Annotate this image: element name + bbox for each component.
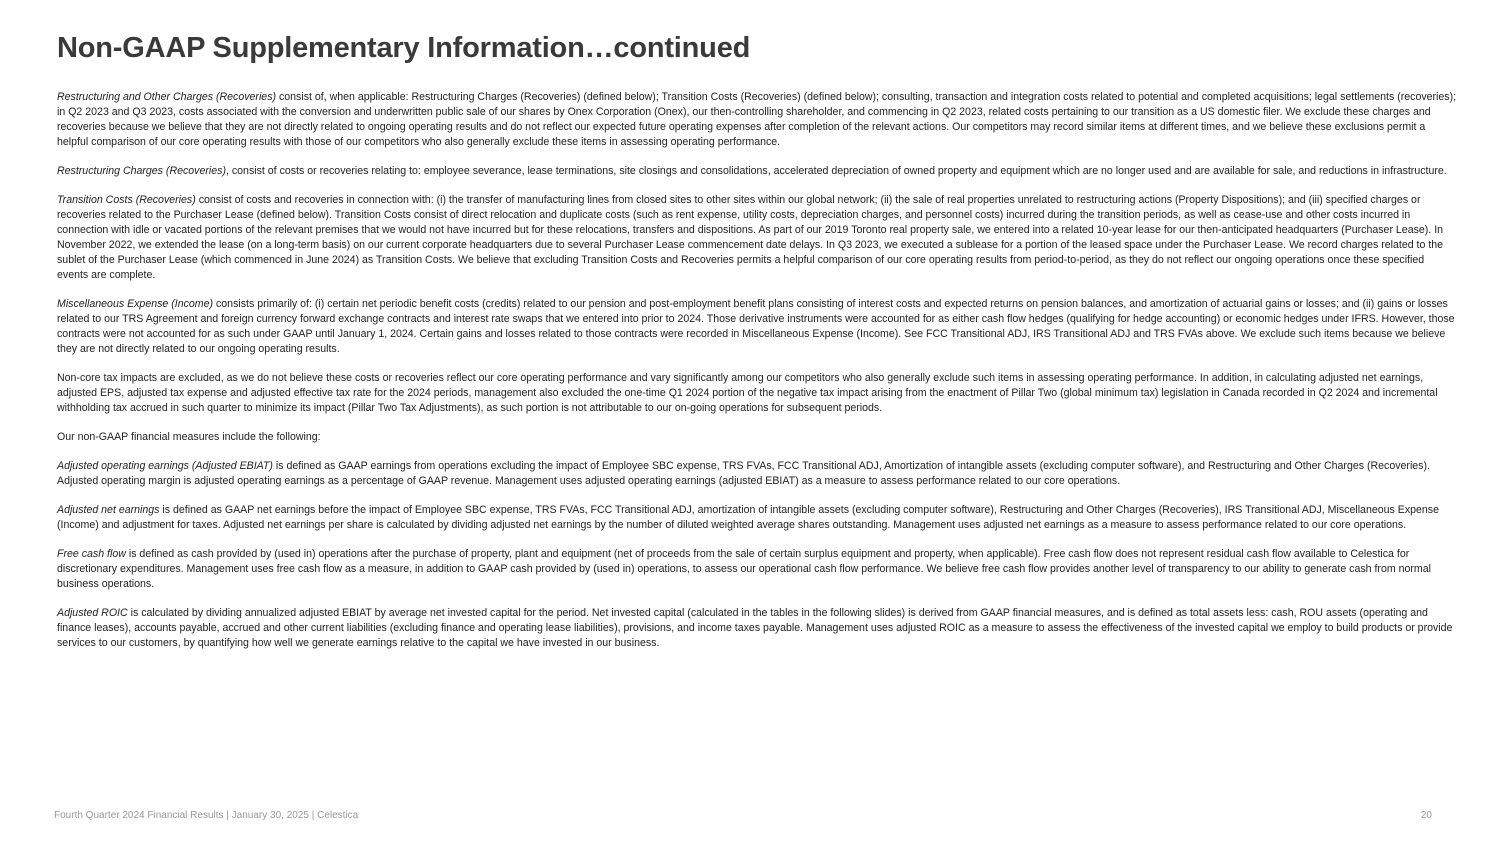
paragraph-restructuring-and-other-charges [57, 90, 1457, 150]
term-label: Restructuring and Other Charges (Recoveries) [57, 91, 277, 103]
paragraph-adjusted-net-earnings [57, 503, 1457, 533]
paragraph-non-core-tax-impacts [57, 371, 1457, 416]
definition-text: Our non-GAAP financial measures include the following: [57, 431, 321, 443]
paragraph-restructuring-charges [57, 164, 1457, 179]
definition-text: is calculated by dividing annualized adjusted EBIAT by average net invested capital for the period. Net invested capital (calculated in the tables in the following slides) is derived from GAAP financial measures, and is defined as total assets less: cash, ROU assets (operating and finance leases), accounts payable, accrued and other current liabilities (excluding finance and operating lease liabilities), provisions, and income taxes payable. Management uses adjusted ROIC as a measure to assess the effectiveness of the invested capital we employ to build products or provide services to our customers, by quantifying how well we generate earnings relative to the capital we have invested in our business. [57, 607, 1453, 649]
paragraph-adjusted-roic [57, 606, 1457, 651]
definition-text: is defined as cash provided by (used in) operations after the purchase of property, plant and equipment (net of proceeds from the sale of certain surplus equipment and property, when applicable). Free cash flow does not represent residual cash flow available to Celestica for discretionary expenditures. Management uses free cash flow as a measure, in addition to GAAP cash provided by (used in) operations, to assess our operational cash flow performance. We believe free cash flow provides another level of transparency to our ability to generate cash from normal business operations. [57, 548, 1431, 590]
paragraph-transition-costs [57, 193, 1457, 283]
paragraph-measures-intro [57, 430, 1457, 445]
term-label: Free cash flow [57, 548, 126, 560]
definition-text: consist of costs and recoveries in connection with: (i) the transfer of manufacturing lines from closed sites to other sites within our global network; (ii) the sale of real properties unrelated to restructuring actions (Property Dispositions); and (iii) specified charges or recoveries related to the Purchaser Lease (defined below). Transition Costs consist of direct relocation and duplicate costs (such as rent expense, utility costs, depreciation charges, and personnel costs) incurred during the transition periods, as well as cease-use and other costs incurred in connection with idle or vacated portions of the relevant premises that we would not have incurred but for these relocations, transfers and dispositions. As part of our 2019 Toronto real property sale, we entered into a related 10-year lease for our then-anticipated headquarters (Purchaser Lease). In November 2022, we extended the lease (on a long-term basis) on our current corporate headquarters due to several Purchaser Lease commencement date delays. In Q3 2023, we executed a sublease for a portion of the leased space under the Purchaser Lease. We record charges related to the sublet of the Purchaser Lease (which commenced in June 2024) as Transition Costs. We believe that excluding Transition Costs and Recoveries permits a helpful comparison of our core operating results from period-to-period, as they do not reflect our ongoing operations once these specified events are complete. [57, 194, 1444, 281]
footer-text: Fourth Quarter 2024 Financial Results | January 30, 2025 | Celestica [54, 810, 359, 821]
paragraph-adjusted-ebiat [57, 459, 1457, 489]
body-content [57, 90, 1457, 665]
term-label: Adjusted net earnings [57, 504, 160, 516]
definition-text: Non-core tax impacts are excluded, as we do not believe these costs or recoveries reflect our core operating performance and vary significantly among our competitors who also generally exclude such items in assessing operating performance. In addition, in calculating adjusted net earnings, adjusted EPS, adjusted tax expense and adjusted effective tax rate for the 2024 periods, management also excluded the one-time Q1 2024 portion of the negative tax impact arising from the enactment of Pillar Two (global minimum tax) legislation in Canada recorded in Q2 2024 and incremental withholding tax accrued in such quarter to minimize its impact (Pillar Two Tax Adjustments), as such portion is not attributable to our on-going operations for subsequent periods. [57, 372, 1438, 414]
definition-text: is defined as GAAP net earnings before the impact of Employee SBC expense, TRS FVAs, FCC Transitional ADJ, amortization of intangible assets (excluding computer software), Restructuring and Other Charges (Recoveries), IRS Transitional ADJ, Miscellaneous Expense (Income) and adjustment for taxes. Adjusted net earnings per share is calculated by dividing adjusted net earnings by the number of diluted weighted average shares outstanding. Management uses adjusted net earnings as a measure to assess performance related to our core operations. [57, 504, 1439, 531]
page-title: Non-GAAP Supplementary Information…continued [57, 32, 751, 64]
definition-text: consists primarily of: (i) certain net periodic benefit costs (credits) related to our pension and post-employment benefit plans consisting of interest costs and expected returns on pension balances, and amortization of actuarial gains or losses; and (ii) gains or losses related to our TRS Agreement and foreign currency forward exchange contracts and interest rate swaps that we entered into prior to 2024. Those derivative instruments were accounted for as either cash flow hedges (qualifying for hedge accounting) or economic hedges under IFRS. However, those contracts were not accounted for as such under GAAP until January 1, 2024. Certain gains and losses related to those contracts were recorded in Miscellaneous Expense (Income). See FCC Transitional ADJ, IRS Transitional ADJ and TRS FVAs above. We exclude such items because we believe they are not directly related to our ongoing operating results. [57, 298, 1455, 355]
paragraph-miscellaneous-expense [57, 297, 1457, 357]
definition-text: consist of, when applicable: Restructuring Charges (Recoveries) (defined below); Transition Costs (Recoveries) (defined below); consulting, transaction and integration costs related to potential and completed acquisitions; legal settlements (recoveries); in Q2 2023 and Q3 2023, costs associated with the conversion and underwritten public sale of our shares by Onex Corporation (Onex), our then-controlling shareholder, and commencing in Q2 2023, related costs pertaining to our transition as a US domestic filer. We exclude these charges and recoveries because we believe that they are not directly related to ongoing operating results and do not reflect our expected future operating expenses after completion of the relevant actions. Our competitors may record similar items at different times, and we believe these exclusions permit a helpful comparison of our core operating results with those of our competitors who also generally exclude these items in assessing operating performance. [57, 91, 1457, 148]
term-label: Adjusted operating earnings (Adjusted EBIAT) [57, 460, 273, 472]
term-label: Miscellaneous Expense (Income) [57, 298, 214, 310]
paragraph-free-cash-flow [57, 547, 1457, 592]
definition-text: , consist of costs or recoveries relating to: employee severance, lease terminations, site closings and consolidations, accelerated depreciation of owned property and equipment which are no longer used and are available for sale, and reductions in infrastructure. [225, 165, 1447, 177]
term-label: Adjusted ROIC [57, 607, 128, 619]
definition-text: is defined as GAAP earnings from operations excluding the impact of Employee SBC expense, TRS FVAs, FCC Transitional ADJ, Amortization of intangible assets (excluding computer software), and Restructuring and Other Charges (Recoveries). Adjusted operating margin is adjusted operating earnings as a percentage of GAAP revenue. Management uses adjusted operating earnings (adjusted EBIAT) as a measure to assess performance related to our core operations. [57, 460, 1430, 487]
page-number: 20 [1420, 810, 1432, 821]
term-label: Transition Costs (Recoveries) [57, 194, 196, 206]
term-label: Restructuring Charges (Recoveries) [57, 165, 226, 177]
